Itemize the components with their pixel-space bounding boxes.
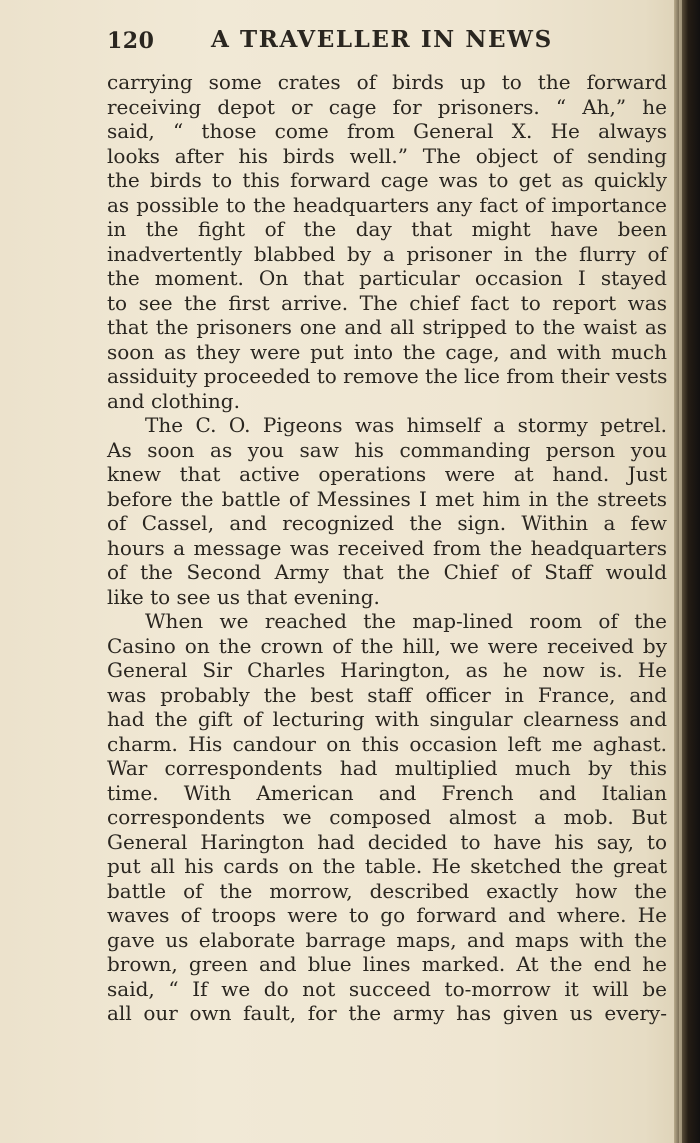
paragraph bbox=[107, 609, 667, 1026]
text-line: the moment. On that particular occasion I stayed bbox=[107, 266, 667, 290]
text-line: the birds to this forward cage was to get as quickly bbox=[107, 168, 667, 192]
text-line: put all his cards on the table. He sketched the great bbox=[107, 854, 667, 878]
text-line: and clothing. bbox=[107, 388, 240, 413]
text-line: As soon as you saw his commanding person you bbox=[107, 437, 667, 462]
text-line: looks after his birds well.” The object of sending bbox=[107, 143, 667, 168]
text-line: War correspondents had multiplied much by this bbox=[107, 756, 667, 780]
text-line: correspondents we composed almost a mob. But bbox=[107, 805, 667, 829]
text-line: assiduity proceeded to remove the lice from their vests bbox=[107, 364, 668, 388]
text-line: said, “ those come from General X. He always bbox=[107, 119, 667, 143]
text-line: charm. His candour on this occasion left me aghast. bbox=[107, 731, 667, 756]
text-line: before the battle of Messines I met him in the streets bbox=[107, 486, 667, 511]
page-edge-highlight bbox=[679, 0, 682, 1143]
body-text bbox=[107, 70, 667, 1026]
text-line: had the gift of lecturing with singular clearness and bbox=[107, 707, 667, 731]
text-line: carrying some crates of birds up to the forward bbox=[107, 70, 667, 94]
text-line: knew that active operations were at hand. Just bbox=[107, 462, 667, 486]
text-line: of Cassel, and recognized the sign. Within a few bbox=[107, 511, 667, 535]
text-line: battle of the morrow, described exactly how the bbox=[107, 878, 667, 903]
text-line: brown, green and blue lines marked. At the end he bbox=[107, 952, 667, 976]
text-line: was probably the best staff officer in France, and bbox=[107, 682, 667, 707]
paragraph bbox=[107, 413, 667, 609]
page-edge-shadow bbox=[674, 0, 700, 1143]
text-line: soon as they were put into the cage, and with much bbox=[107, 339, 667, 364]
text-line: Casino on the crown of the hill, we were received by bbox=[107, 633, 667, 658]
text-line: time. With American and French and Italian bbox=[107, 780, 667, 805]
text-line: of the Second Army that the Chief of Staff would bbox=[107, 560, 667, 584]
running-title: A TRAVELLER IN NEWS bbox=[211, 26, 553, 53]
page-number: 120 bbox=[107, 28, 155, 54]
text-line: hours a message was received from the headquarters bbox=[107, 535, 667, 560]
text-line: receiving depot or cage for prisoners. “ Ah,” he bbox=[107, 94, 667, 119]
text-line: General Sir Charles Harington, as he now is. He bbox=[107, 658, 667, 682]
text-line: waves of troops were to go forward and where. He bbox=[107, 903, 667, 927]
text-line: all our own fault, for the army has given us every- bbox=[107, 1001, 667, 1025]
text-line: inadvertently blabbed by a prisoner in the flurry of bbox=[107, 241, 667, 266]
text-line: in the fight of the day that might have been bbox=[107, 217, 667, 241]
text-line: as possible to the headquarters any fact of importance bbox=[107, 192, 667, 217]
text-line: to see the first arrive. The chief fact to report was bbox=[107, 290, 667, 315]
text-line: When we reached the map-lined room of the bbox=[145, 609, 667, 633]
text-line: that the prisoners one and all stripped to the waist as bbox=[107, 315, 667, 339]
text-line: General Harington had decided to have his say, to bbox=[107, 829, 667, 854]
page-header bbox=[107, 24, 667, 58]
text-line: The C. O. Pigeons was himself a stormy petrel. bbox=[145, 413, 667, 437]
text-line: said, “ If we do not succeed to-morrow it will be bbox=[107, 976, 667, 1001]
paragraph bbox=[107, 70, 667, 413]
text-line: like to see us that evening. bbox=[107, 584, 380, 609]
text-line: gave us elaborate barrage maps, and maps with the bbox=[107, 927, 667, 952]
